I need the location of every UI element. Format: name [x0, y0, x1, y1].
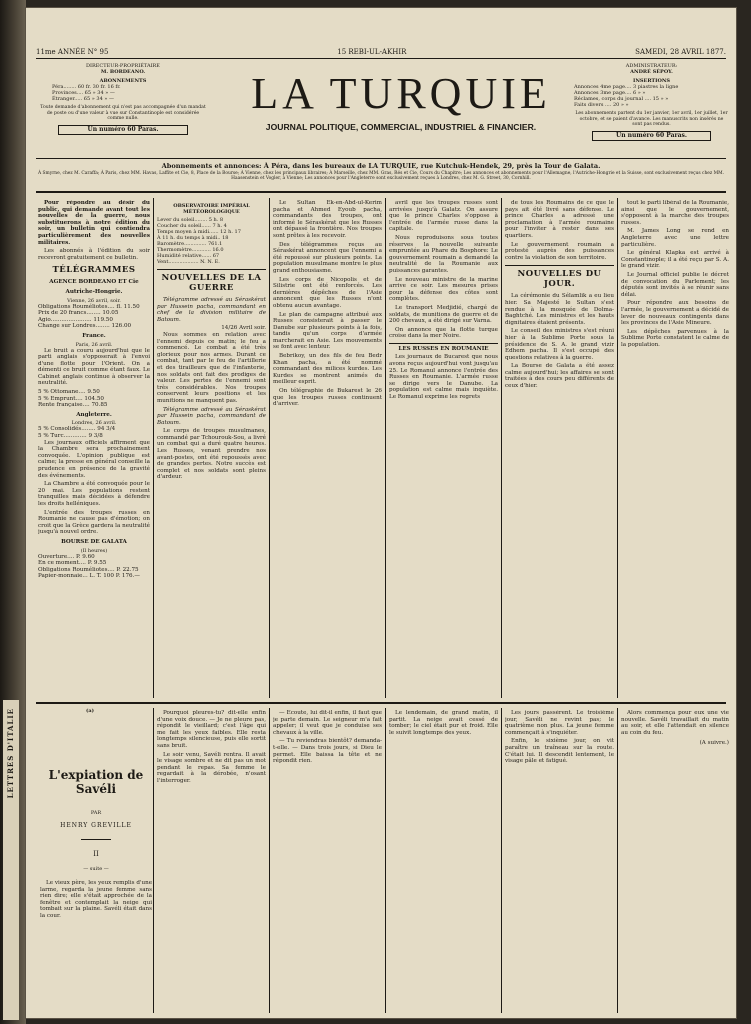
feuilleton-column-5: [505, 710, 614, 1010]
ins-row: Annonces 3me page.... 6 » »: [574, 90, 646, 96]
sub-row: Péra........ 60 fr. 30 fr. 16 fr.: [52, 84, 121, 90]
col4-text-3: Le nouveau ministre de la marine arrive ce soir. Les mesures prises pour la défense des côtes sont complètes.: [389, 276, 498, 303]
athens-text-2: L'entrée des troupes russes en Roumanie ne cause pas d'émotion; on croit que la Grèce gardera la neutralité jusqu'à nouvel ordre.: [38, 509, 150, 536]
war-intro: Télégramme adressé au Séraskérat par Hussein pacha, commandant en chef de la division militaire de Batoum.: [157, 297, 266, 323]
france-place: Paris, 26 avril.: [75, 341, 113, 348]
france-heading: France.: [82, 332, 106, 339]
evening-edition-notice: Pour répondre au désir du public, qui demande avant tout les nouvelles de la guerre, nous substituerons à notre édition du soir, un bulletin qui contiendra particulièrement des nouvelles militaires.: [38, 200, 150, 246]
director-label: DIRECTEUR-PROPRIÉTAIRE: [86, 63, 160, 69]
col5-news-1: La cérémonie du Sélamlik a eu lieu hier. Sa Majesté le Sultan s'est rendue à la mosquée de Dolma-Baghtché. Les ministres et les hauts dignitaires étaient présents.: [505, 293, 614, 326]
feuilleton-par: PAR: [90, 810, 102, 816]
band-title: Abonnements et annonces: À Péra, dans les bureaux de LA TURQUIE, rue Kutchuk-Hendek, 29, près la Tour de Galata.: [161, 162, 601, 170]
meteo-row: À 11 h. du temps à midi.. 18: [157, 235, 229, 241]
meteo-row: Humidité relative...... 67: [157, 253, 220, 259]
feuilleton-text-1: Le vieux père, les yeux remplis d'une larme, regarda la jeune femme sans rien dire; elle s'était approchée de la fenêtre et contemplait la neige qui tombait sur la plaine. Savéli était dans la cour.: [40, 880, 152, 919]
quote-row: 5 % Ottomane.... 9.50: [38, 389, 100, 396]
quote-row: Ouverture.... P. 9.60: [38, 553, 95, 560]
right-price: Un numéro 60 Paras.: [592, 131, 711, 141]
sub-row: Provinces.... 65 » 34 » —: [52, 90, 115, 96]
quote-row: Prix de 20 francs........ 10.05: [38, 310, 119, 317]
top-line: [36, 48, 726, 56]
ins-row: Annonces 4me page.... 3 piastres la ligne: [574, 84, 679, 90]
austria-place: Vienne, 26 avril, soir.: [67, 297, 121, 304]
issue-number: 11me ANNÉE N° 95: [36, 48, 109, 56]
col4-text-1: avril que les troupes russes sont arrivées jusqu'à Galatz. On assure que le prince Charles s'oppose à l'entrée de l'armée russe dans la capitale.: [389, 200, 498, 233]
england-place: Londres, 26 avril.: [71, 420, 117, 427]
col5-news-2: Le conseil des ministres s'est réuni hier à la Sublime Porte sous la présidence de S. A. le grand vizir Edhem pacha. Il s'est occupé des questions relatives à la guerre.: [505, 328, 614, 361]
meteo-row: Coucher du soleil...... 7 h. 4: [157, 223, 227, 229]
telegrams-heading: TÉLÉGRAMMES: [52, 265, 136, 276]
col3-text-3: Les corps de Nicopolis et de Silistrie ont été renforcés. Les dernières dépêches de l'Asie annoncent que les Russes n'ont obtenu aucun avantage.: [273, 276, 382, 309]
news-of-day-heading: NOUVELLES DU JOUR.: [505, 265, 614, 289]
meteo-row: Baromètre.............. 761.1: [157, 241, 223, 247]
title-divider: [81, 839, 111, 840]
col5-text-1: de tous les Roumains de ce que le pays ait été livré sans défense. Le prince Charles a adressé une proclamation à l'armée roumaine pour l'inviter à rester dans ses quartiers.: [505, 200, 614, 239]
evening-edition-notice-2: Les abonnés à l'édition du soir recevront gratuitement ce bulletin.: [38, 248, 150, 261]
newspaper-subtitle: JOURNAL POLITIQUE, COMMERCIAL, INDUSTRIEL & FINANCIER.: [265, 122, 537, 132]
col5-news-3: La Bourse de Galata a été assez calme aujourd'hui; les affaires se sont traitées à des cours peu différents de ceux d'hier.: [505, 363, 614, 390]
col6-text-2: M. James Long se rend en Angleterre avec une lettre particulière.: [621, 228, 729, 248]
suite-label: — suite —: [83, 866, 109, 872]
column-rule: [501, 708, 502, 1013]
left-notice: Toute demande d'abonnement qui n'est pas accompagnée d'un mandat de poste ou d'une valeur à vue sur Constantinople est considérée comme nulle.: [40, 105, 206, 122]
quote-row: Agio....................... 119.50: [38, 316, 113, 323]
quote-row: Rente française.... 70.85: [38, 402, 108, 409]
right-notice: Les abonnements partent du 1er janvier, 1er avril, 1er juillet, 1er octobre, et se paient d'avance. Les manuscrits non insérés ne sont pas rendus.: [575, 111, 728, 128]
left-price: Un numéro 60 Paras.: [58, 125, 188, 135]
quote-row: En ce moment.... P. 9.55: [38, 560, 107, 567]
quote-row: Obligations Rouméliotes.... P. 22.75: [38, 566, 139, 573]
feuilleton-mark: (a): [86, 708, 94, 714]
romania-text: Les journaux de Bucarest que nous avons reçus aujourd'hui vont jusqu'au 25. Le Romanul annonce l'entrée des Russes en Roumanie. L'armée russe se dirige vers le Danube. La population est calme mais inquiète. Le Romanul exprime les regrets: [389, 354, 498, 401]
war2-text: Le corps de troupes musulmanes, commandé par Tchourouk-Sou, a livré un combat qui a duré quatre heures. Les Russes, venant prendre nos avant-postes, ont été repoussés avec de grandes pertes. Notre succès est complet et nos soldats sont pleins d'ardeur.: [157, 428, 266, 481]
column-rule: [617, 198, 618, 698]
war-date: 14/26 Avril soir.: [221, 325, 266, 332]
chapter-number: II: [93, 850, 99, 858]
col3-text-5: Bebrikoy, un des fils de feu Bedr Khan pacha, a été nommé commandant des milices kurdes. Les Kurdes se montrent animés du meilleur esprit.: [273, 353, 382, 386]
hegira-date: 15 REBI-UL-AKHIR: [337, 48, 407, 56]
column-rule: [269, 198, 270, 698]
column-rule: [385, 708, 386, 1013]
col6-text-5: Pour répondre aux besoins de l'armée, le gouvernement a décidé de lever de nouveaux contingents dans les provinces de l'Asie Mineure.: [621, 300, 729, 327]
admin-label: ADMINISTRATEUR:: [625, 63, 678, 69]
column-rule: [617, 708, 618, 1013]
band-rule-top: [36, 158, 726, 159]
agency-name: AGENCE BORDEANO ET Cie: [49, 279, 139, 286]
austria-heading: Autriche-Hongrie.: [65, 288, 123, 295]
top-rule: [36, 58, 726, 59]
column-5: [505, 200, 614, 695]
war-text: Nous sommes en relation avec l'ennemi depuis ce matin; le feu a commencé. Le combat a été très glorieux pour nos armes. Durant ce combat, tant par le feu de l'artillerie et des tirailleurs que de l'infanterie, nos soldats ont fait des prodiges de valeur. Les pertes de l'ennemi sont très considérables. Nos troupes conservent leurs positions et les munitions ne manquent pas.: [157, 331, 266, 404]
feuilleton-paragraph: Les jours passèrent. Le troisième jour, Savéli ne revint pas; le quatrième non plus. La jeune femme commençait à s'inquiéter.: [505, 710, 614, 736]
col6-text-4: Le Journal officiel publie le décret de convocation du Parlement; les députés sont invités à se réunir sans délai.: [621, 271, 729, 298]
column-rule: [153, 708, 154, 1013]
quote-row: 5 % Emprunt.... 104.50: [38, 395, 104, 402]
col3-text-1: Le Sultan Ek-en-Abd-ul-Kerim pacha et Ahmed Eyoub pacha, commandants des troupes, ont informé le Séraskérat que les Russes ont dépassé la frontière. Nos troupes sont prêtes à les recevoir.: [273, 200, 382, 239]
feuilleton-paragraph: Le soir venu, Savéli rentra. Il avait le visage sombre et ne dit pas un mot pendant le repas. Sa femme le regardait à la dérobée, n'osant l'interroger.: [157, 751, 266, 784]
feuilleton-paragraph: Pourquoi pleures-tu? dit-elle enfin d'une voix douce. — Je ne pleure pas, répondit le vieillard; c'est l'âge qui me fait les yeux faibles. Elle resta longtemps silencieuse, puis elle sortit sans bruit.: [157, 710, 266, 749]
bourse-time: (Il heures): [80, 547, 108, 554]
romania-heading: LES RUSSES EN ROUMANIE: [389, 343, 498, 353]
feuilleton-paragraph: Enfin, le sixième jour, on vit paraître un traîneau sur la route. C'était lui. Il descendit lentement, le visage pâle et fatigué.: [505, 738, 614, 765]
feuilleton-title: L'expiation de Savéli: [48, 768, 144, 796]
newspaper-title: LA TURQUIE: [251, 69, 551, 118]
meteo-row: Lever du soleil........ 5 h. 8: [157, 217, 224, 223]
feuilleton-author: HENRY GREVILLE: [60, 822, 132, 829]
england-quotes: [38, 426, 150, 439]
meteo-row: Temps moyen à midi...... 12 h. 17: [157, 229, 241, 235]
ins-row: Réclames, corps du journal .... 15 » »: [574, 96, 669, 102]
quote-row: Obligations Rouméliotes.... fl. 11.50: [38, 303, 140, 310]
col6-text-6: Les dépêches parvenues à la Sublime Porte constatent le calme de la population.: [621, 328, 729, 348]
war2-intro: Télégramme adressé au Séraskérat par Hussein pacha, commandant de Batoum.: [157, 406, 266, 426]
news-text: Les journaux officiels affirment que la Chambre sera prochainement convoquée. L'opinion publique est calme; la presse en général conseille la prudence en présence de la gravité des événements.: [38, 439, 150, 479]
band-rule-bottom: [36, 191, 726, 193]
column-4: [389, 200, 498, 695]
director-name: M. BORDEANO.: [100, 69, 146, 75]
france-quotes: [38, 389, 150, 409]
meteo-row: Thermomètre............ 16.0: [157, 247, 224, 253]
feuilleton-column-6: [621, 710, 729, 1010]
right-masthead-box: [574, 63, 729, 141]
meteo-table: [157, 217, 266, 265]
column-1: [38, 200, 150, 695]
admin-name: ANDRÉ SÉPOY.: [630, 69, 673, 75]
issue-date: SAMEDI, 28 AVRIL 1877.: [635, 48, 726, 56]
col5-text-2: Le gouvernement roumain a protesté auprès des puissances contre la violation de son territoire.: [505, 241, 614, 261]
feuilleton-paragraph: — Tu reviendras bientôt? demanda-t-elle. — Dans trois jours, si Dieu le permet. Elle baissa la tête et ne répondit rien.: [273, 738, 382, 765]
col6-text-3: Le général Klapka est arrivé à Constantinople; il a été reçu par S. A. le grand vizir.: [621, 250, 729, 270]
col3-text-4: Le plan de campagne attribué aux Russes consisterait à passer le Danube sur plusieurs points à la fois, tandis qu'un corps d'armée marcherait en Asie. Les mouvements se font avec lenteur.: [273, 311, 382, 351]
column-rule: [153, 198, 154, 698]
france-text: Le bruit a couru aujourd'hui que le parti anglais s'opposerait à l'envoi d'une flotte pour l'Orient. On a démenti ce bruit comme étant faux. Le Cabinet anglais continue à observer la neutralité.: [38, 347, 150, 387]
column-rule: [269, 708, 270, 1013]
quote-row: 5 % Turc............. 9 3/8: [38, 433, 103, 440]
feuilleton-paragraph: — Écoute, lui dit-il enfin, il faut que je parte demain. Le seigneur m'a fait appeler; il veut que je conduise ses chevaux à la ville.: [273, 710, 382, 736]
feuilleton-title-block: [40, 768, 152, 925]
ins-row: Faits divers .... 20 » »: [574, 102, 629, 108]
war-news-heading: NOUVELLES DE LA GUERRE: [157, 269, 266, 293]
band-text: À Smyrne, chez M. Caraffa; À Paris, chez MM. Havas, Laffite et Cie, 8, Place de la Bourse; À Vienne, chez les principaux libraires; À Marseille, chez MM. Gras, Rés et Cie, Cours du Chapitre; Les annonces et abonnements pour l'Allemagne, l'Autriche-Hongrie et la Suisse, sont exclusivement reçus chez MM. Haasenstein et Vogler, à Vienne; Les annonces pour l'Angleterre sont exclusivement reçues à Londres, chez M. G. Street, 30, Cornhill.: [37, 171, 724, 182]
feuilleton-column-3: [273, 710, 382, 1010]
to-be-continued: (A suivre.): [699, 740, 729, 747]
england-heading: Angleterre.: [76, 411, 112, 418]
column-rule: [501, 198, 502, 698]
bourse-quotes: [38, 554, 150, 580]
athens-text: La Chambre a été convoquée pour le 20 mai. Les populations restent tranquilles mais décidées à défendre les droits helléniques.: [38, 481, 150, 507]
col6-text-1: tout le parti libéral de la Roumanie, ainsi que le gouvernement, s'opposent à la marche des troupes russes.: [621, 200, 729, 226]
quote-row: Change sur Londres........ 126.00: [38, 323, 132, 330]
col4-text-5: On annonce que la flotte turque croise dans la mer Noire.: [389, 326, 498, 340]
feuilleton-rule: [36, 702, 726, 704]
meteo-heading: OBSERVATOIRE IMPÉRIAL MÉTÉOROLOGIQUE: [173, 203, 250, 215]
feuilleton-paragraph: Alors commença pour eux une vie nouvelle. Savéli travaillait du matin au soir, et elle l'attendait en silence au coin du feu.: [621, 710, 729, 736]
subscription-rows: [38, 84, 208, 102]
austria-quotes: [38, 304, 150, 330]
left-masthead-box: [38, 63, 208, 135]
column-2: [157, 200, 266, 695]
quote-row: Papier-monnaie... L. T. 100 P. 176.—: [38, 573, 140, 580]
col4-text-2: Nous reproduisons sous toutes réserves la nouvelle suivante empruntée au Phare du Bosphore: Le gouvernement roumain a demandé la neutralité de la Roumanie aux puissances garantes.: [389, 234, 498, 274]
feuilleton-column-2: [157, 710, 266, 1010]
column-rule: [385, 198, 386, 698]
feuilleton-paragraph: Le lendemain, de grand matin, il partit. La neige avait cessé de tomber; le ciel était pur et froid. Elle le suivit longtemps des yeux.: [389, 710, 498, 736]
col3-text-6: On télégraphie de Bukarest le 26 que les troupes russes continuent d'arriver.: [273, 388, 382, 408]
insertions-label: INSERTIONS: [633, 78, 670, 84]
binding-spine: [0, 0, 26, 1024]
col4-text-4: Le transport Medjidié, chargé de soldats, de munitions de guerre et de 200 chevaux, a été dirigé sur Varna.: [389, 304, 498, 325]
column-3: [273, 200, 382, 695]
bourse-heading: BOURSE DE GALATA: [61, 538, 127, 545]
feuilleton-column-4: [389, 710, 498, 1010]
newspaper-page: [26, 8, 736, 1018]
quote-row: 5 % Consolidés........ 94 3/4: [38, 426, 116, 433]
insertion-rows: [574, 84, 729, 108]
column-6: [621, 200, 729, 695]
col3-text-2: Des télégrammes reçus au Séraskérat annoncent que l'ennemi a été repoussé sur plusieurs points. La population musulmane montre le plus grand enthousiasme.: [273, 241, 382, 274]
sub-row: Étranger..... 65 » 34 » —: [52, 96, 114, 102]
subscriptions-label: ABONNEMENTS: [99, 78, 147, 84]
meteo-row: Vent................... N. N. E.: [157, 259, 220, 265]
adjacent-page-strip: LETTRES D'ITALIE: [3, 700, 19, 1020]
